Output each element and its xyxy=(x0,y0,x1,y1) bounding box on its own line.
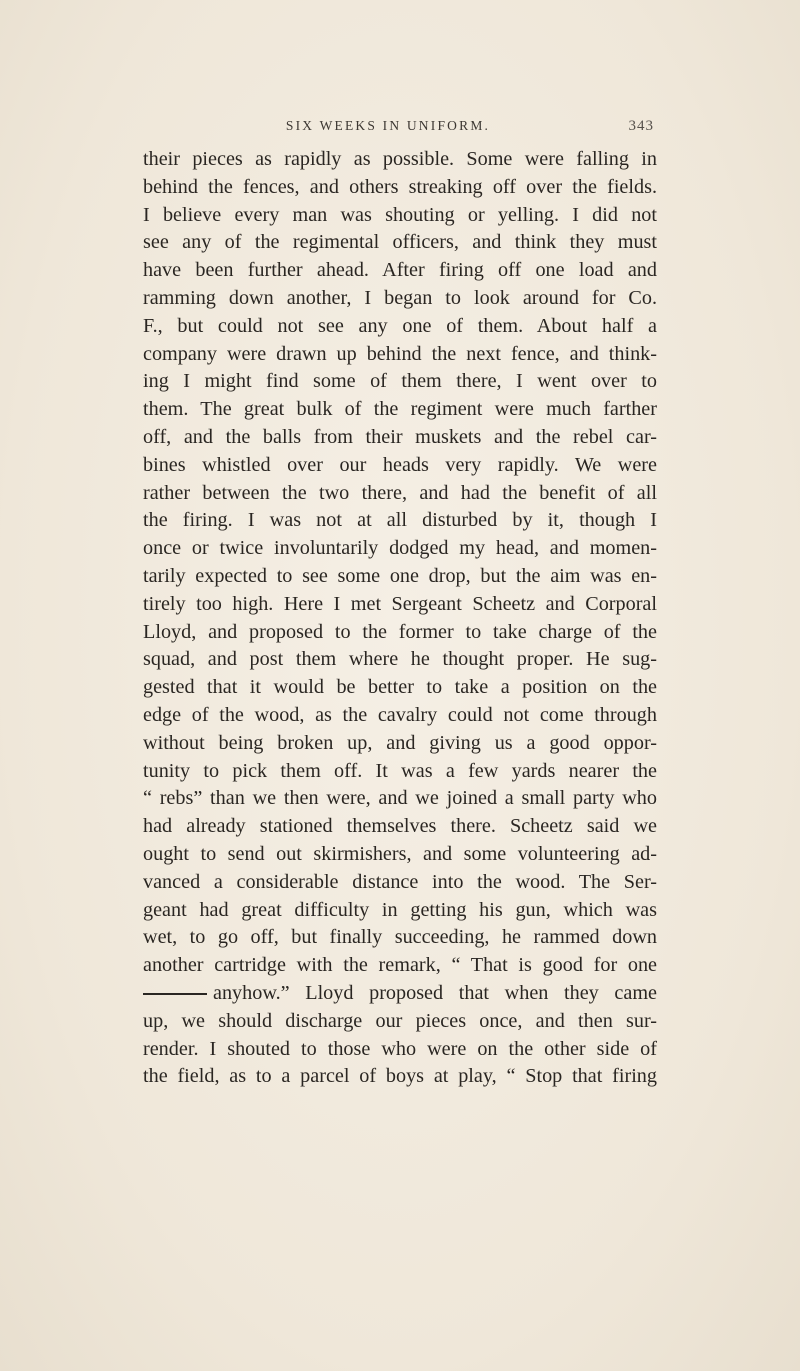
text-line: vanced a considerable distance into the wood. The Ser- xyxy=(143,870,657,893)
text-line: “ rebs” than we then were, and we joined a small party who xyxy=(143,787,657,810)
text-line: Lloyd, and proposed to the former to take charge of the xyxy=(143,620,657,643)
text-line: up, we should discharge our pieces once, and then sur- xyxy=(143,1009,657,1032)
text-line: gested that it would be better to take a position on the xyxy=(143,676,657,699)
text-line: ramming down another, I began to look around for Co. xyxy=(143,286,657,309)
text-line: tunity to pick them off. It was a few yards nearer the xyxy=(143,759,657,782)
text-line: them. The great bulk of the regiment were much farther xyxy=(143,398,657,421)
text-line: tirely too high. Here I met Sergeant Scheetz and Corporal xyxy=(143,592,657,615)
text-line-with-dash xyxy=(143,980,657,1008)
text-line: geant had great difficulty in getting his gun, which was xyxy=(143,898,657,921)
text-line: ing I might find some of them there, I went over to xyxy=(143,370,657,393)
text-line: I believe every man was shouting or yelling. I did not xyxy=(143,203,657,226)
text-line: another cartridge with the remark, “ That is good for one xyxy=(143,954,657,977)
text-line: their pieces as rapidly as possible. Some were falling in xyxy=(143,148,657,170)
text-line: the field, as to a parcel of boys at play, “ Stop that firing xyxy=(143,1065,657,1088)
text-line: tarily expected to see some one drop, but the aim was en- xyxy=(143,564,657,587)
text-line: edge of the wood, as the cavalry could not come through xyxy=(143,703,657,726)
text-line: rather between the two there, and had the benefit of all xyxy=(143,481,657,504)
text-line: behind the fences, and others streaking off over the fields. xyxy=(143,175,657,198)
running-head xyxy=(0,116,800,136)
page-number: 343 xyxy=(628,118,654,134)
text-line: have been further ahead. After firing off one load and xyxy=(143,259,657,282)
text-line: squad, and post them where he thought proper. He sug- xyxy=(143,648,657,671)
text-line: render. I shouted to those who were on the other side of xyxy=(143,1037,657,1060)
text-line: wet, to go off, but finally succeeding, he rammed down xyxy=(143,926,657,949)
text-line: had already stationed themselves there. Scheetz said we xyxy=(143,815,657,838)
text-line: off, and the balls from their muskets and the rebel car- xyxy=(143,425,657,448)
dash-line-text: anyhow.” Lloyd proposed that when they came xyxy=(213,981,657,1004)
text-line: ought to send out skirmishers, and some volunteering ad- xyxy=(143,842,657,865)
running-title: SIX WEEKS IN UNIFORM. xyxy=(285,118,491,133)
text-line: without being broken up, and giving us a good oppor- xyxy=(143,731,657,754)
text-line: company were drawn up behind the next fence, and think- xyxy=(143,342,657,365)
text-line: once or twice involuntarily dodged my head, and momen- xyxy=(143,537,657,560)
em-dash-rule xyxy=(143,993,207,994)
text-line: bines whistled over our heads very rapidly. We were xyxy=(143,453,657,476)
text-line: see any of the regimental officers, and think they must xyxy=(143,231,657,254)
text-line: the firing. I was not at all disturbed by it, though I xyxy=(143,509,657,532)
text-line: F., but could not see any one of them. About half a xyxy=(143,314,657,337)
body-text xyxy=(143,146,657,1091)
